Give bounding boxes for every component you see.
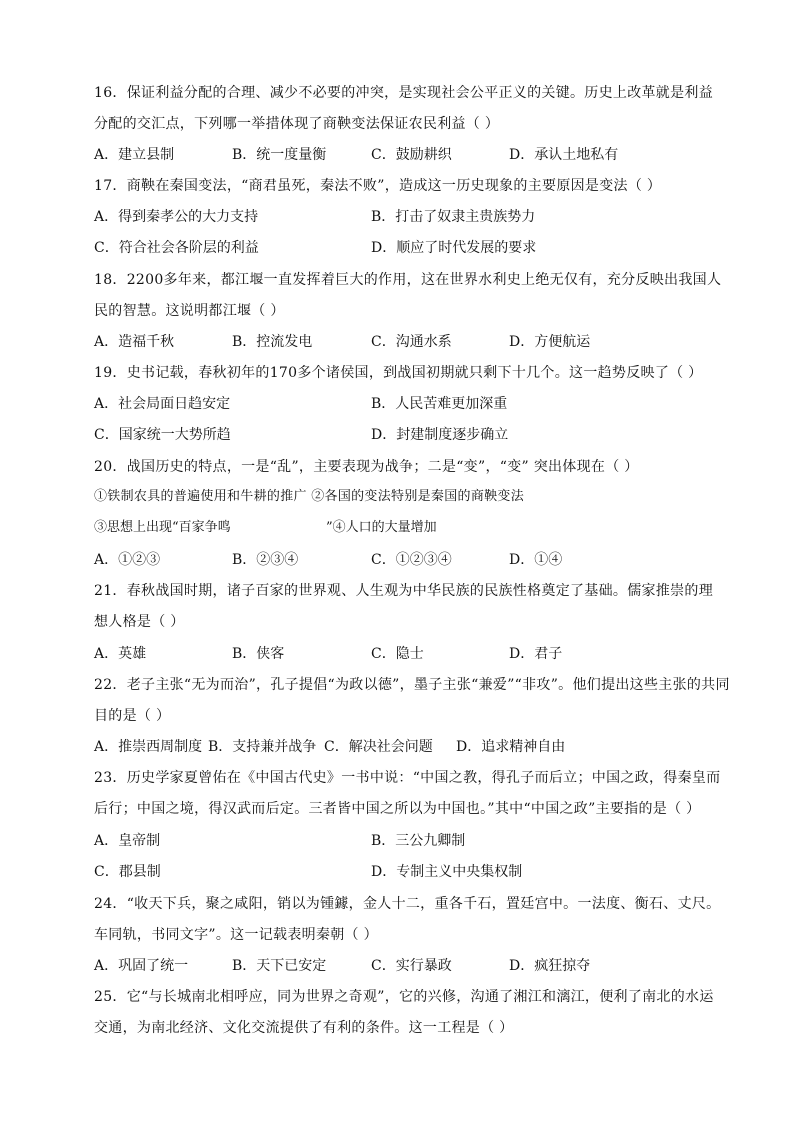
q18-option-a: A．造福千秋 (94, 334, 175, 350)
q23-stem-line1: 23．历史学家夏曾佑在《中国古代史》一书中说：“中国之教，得孔子而后立；中国之政，得秦皇而 (94, 770, 721, 786)
q17-option-b: B．打击了奴隶主贵族势力 (371, 209, 536, 225)
q22-options (94, 738, 714, 756)
q18-stem-line1: 18．2200多年来，都江堰一直发挥着巨大的作用，这在世界水利史上绝无仅有，充分反映出我国人 (94, 272, 722, 288)
q23-stem-line2: 后行；中国之境，得汉武而后定。三者皆中国之所以为中国也。”其中“中国之政”主要指的是（ ） (94, 801, 701, 817)
q20-option-a: A．①②③ (94, 552, 161, 568)
q16-stem-line2: 分配的交汇点，下列哪一举措体现了商鞅变法保证农民利益（ ） (94, 116, 500, 132)
q20-statements-line1: ①铁制农具的普遍使用和牛耕的推广 ②各国的变法特别是秦国的商鞅变法 (94, 489, 525, 504)
q24-option-d: D．疯狂掠夺 (509, 958, 591, 974)
q21-option-b: B．侠客 (232, 646, 285, 662)
q25-stem-line1: 25．它“与长城南北相呼应，同为世界之奇观”，它的兴修，沟通了湘江和漓江，便利了南北的水运 (94, 989, 714, 1005)
q22-stem-line1: 22．老子主张“无为而治”，孔子提倡“为政以德”，墨子主张“兼爱”“非攻”。他们提出这些主张的共同 (94, 677, 730, 693)
q18-option-b: B．控流发电 (232, 334, 313, 350)
q22-option-d: D．追求精神自由 (456, 739, 566, 755)
q17-option-c: C．符合社会各阶层的利益 (94, 240, 259, 256)
q19-option-c: C．国家统一大势所趋 (94, 427, 231, 443)
q19-options-row2 (94, 426, 714, 444)
q24-option-b: B．天下已安定 (232, 958, 327, 974)
q18-options (94, 333, 714, 351)
q22-option-b: B．支持兼并战争 (208, 739, 317, 755)
q19-option-b: B．人民苦难更加深重 (371, 396, 508, 412)
q19-option-a: A．社会局面日趋安定 (94, 396, 231, 412)
q23-options-row1 (94, 832, 714, 850)
q24-options (94, 957, 714, 975)
q19-stem: 19．史书记载，春秋初年的170多个诸侯国，到战国初期就只剩下十几个。这一趋势反映了（ ） (94, 365, 703, 381)
q18-stem-line2: 民的智慧。这说明都江堰（ ） (94, 303, 285, 319)
q20-options (94, 551, 714, 569)
q23-option-d: D．专制主义中央集权制 (371, 864, 523, 880)
q16-options (94, 146, 714, 164)
q22-option-c: C．解决社会问题 (324, 739, 433, 755)
q21-options (94, 645, 714, 663)
q24-option-c: C．实行暴政 (371, 958, 452, 974)
q20-statement-3: ③思想上出现“百家争鸣 (94, 520, 231, 535)
q23-option-a: A．皇帝制 (94, 833, 161, 849)
q17-options-row2 (94, 239, 714, 257)
q19-options-row1 (94, 395, 714, 413)
q21-option-d: D．君子 (509, 646, 563, 662)
q17-stem: 17．商鞅在秦国变法，“商君虽死，秦法不败”，造成这一历史现象的主要原因是变法（ ） (94, 178, 662, 194)
q16-option-a: A．建立县制 (94, 147, 175, 163)
q17-option-d: D．顺应了时代发展的要求 (371, 240, 537, 256)
q20-statement-4: ”④人口的大量增加 (326, 520, 437, 535)
q20-option-d: D．①④ (509, 552, 563, 568)
q16-option-c: C．鼓励耕织 (371, 147, 452, 163)
q23-option-b: B．三公九卿制 (371, 833, 466, 849)
q19-option-d: D．封建制度逐步确立 (371, 427, 509, 443)
q20-option-c: C．①②③④ (371, 552, 452, 568)
q21-option-c: C．隐士 (371, 646, 424, 662)
q20-stem: 20．战国历史的特点，一是“乱”，主要表现为战争；二是“变”，“变” 突出体现在（ ） (94, 459, 639, 475)
q22-option-a: A．推崇西周制度 (94, 739, 203, 755)
q20-statements-line2 (94, 519, 714, 537)
q21-stem-line2: 想人格是（ ） (94, 614, 185, 630)
q23-option-c: C．郡县制 (94, 864, 161, 880)
q25-stem-line2: 交通，为南北经济、文化交流提供了有利的条件。这一工程是（ ） (94, 1020, 514, 1036)
q24-stem-line1: 24．“收天下兵，聚之咸阳，销以为锺鐻，金人十二，重各千石，置廷宫中。一法度、衡石、丈尺。 (94, 896, 721, 912)
q17-option-a: A．得到秦孝公的大力支持 (94, 209, 259, 225)
q16-stem-line1: 16．保证利益分配的合理、减少不必要的冲突，是实现社会公平正义的关键。历史上改革就是利益 (94, 85, 714, 101)
q17-options-row1 (94, 208, 714, 226)
q22-stem-line2: 目的是（ ） (94, 708, 171, 724)
q18-option-c: C．沟通水系 (371, 334, 452, 350)
q16-option-b: B．统一度量衡 (232, 147, 327, 163)
q24-stem-line2: 车同轨，书同文字”。这一记载表明秦朝（ ） (94, 927, 378, 943)
q18-option-d: D．方便航运 (509, 334, 591, 350)
q20-option-b: B．②③④ (232, 552, 299, 568)
q21-stem-line1: 21．春秋战国时期，诸子百家的世界观、人生观为中华民族的民族性格奠定了基础。儒家推崇的理 (94, 583, 714, 599)
q23-options-row2 (94, 863, 714, 881)
q21-option-a: A．英雄 (94, 646, 147, 662)
q24-option-a: A．巩固了统一 (94, 958, 189, 974)
q16-option-d: D．承认土地私有 (509, 147, 619, 163)
